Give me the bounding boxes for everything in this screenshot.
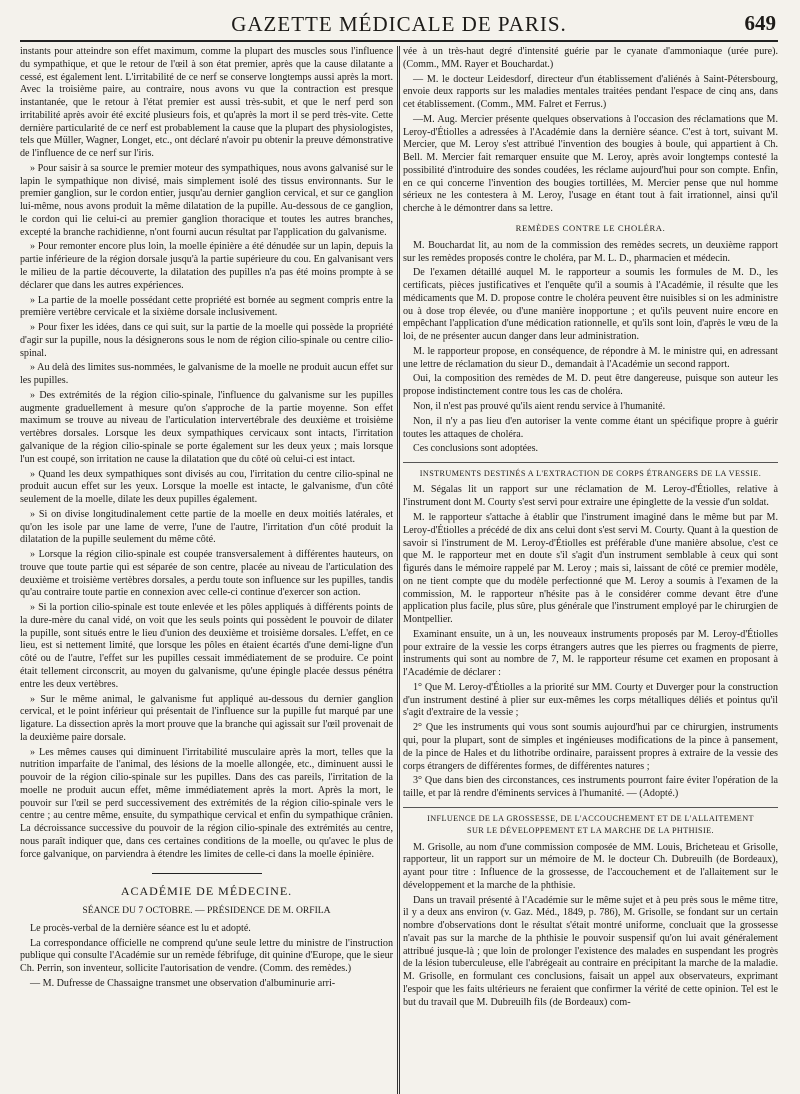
section-title-academie: ACADÉMIE DE MÉDECINE. <box>120 884 293 899</box>
paragraph: » Si la portion cilio-spinale est toute enlevée et les pôles appliqués à différents points de la dure-mère du canal vidé, on voit que les seuls points qui possèdent le pouvoir de dilater la pupille, sont situés entre le lieu d'union des deuxième et troisième dorsales. L'effet, en ce lieu, est si nettement limité, que lorsque les pôles en étaient écartés d'une demi-ligne d'un côté ou de l'autre, l'effet sur les pupilles cessait immédiatement de se produire. Ce point était tellement circonscrit, au moyen du galvanisme, qu'une épingle placée dessus pénétra entre les deux vertèbres. <box>20 602 393 690</box>
paragraph: 3° Que dans bien des circonstances, ces instruments pourront faire éviter l'opération de la taille, et par là rendre d'éminents services à l'humanité. — (Adopté.) <box>403 775 778 800</box>
paragraph: — M. Dufresse de Chassaigne transmet une observation d'albuminurie arri- <box>30 977 336 989</box>
section-divider <box>403 807 778 808</box>
paragraph: » La partie de la moelle possédant cette propriété est bornée au segment compris entre la première vertèbre cervicale et la sixième dorsale inclusivement. <box>20 294 393 319</box>
page-number: 649 <box>744 11 776 35</box>
paragraph: Dans un travail présenté à l'Académie sur le même sujet et à peu près sous le même titre, il y a deux ans environ (v. Gaz. Méd., 1849, p. 786), M. Grisolle, se fondant sur un certain nombre d'observations dont le résultat s'était montré uniforme, concluait que la grossesse n'avait pas sur la marche de la phthisie le pouvoir suspensif qu'on lui avait généralement attribué jusque-là ; que loin de prolonger l'existence des malades en suspendant les progrès de la lésion tuberculeuse, elle l'abrégeait au contraire en précipitant la marche de la maladie. M. Grisolle, en formulant ces conclusions, faisait un appel aux observateurs, exprimant l'espoir que les faits ultérieurs ne feraient que confirmer la vérité de cette opinion. Tel est le but du travail que M. Dubreuilh fils (de Bordeaux) com- <box>403 894 778 1008</box>
paragraph: » Pour saisir à sa source le premier moteur des sympathiques, nous avons galvanisé sur le lapin le sympathique non divisé, mais simplement isolé des tissus environnants. Sur le premier ganglion, sur le cordon entier, jusqu'au dernier ganglion cervical, et sur ce ganglion lui-même, nous avons produit la même dilatation de la pupille. Au-dessous de ce ganglion, le cordon qui lie celui-ci au premier ganglion thoracique et toutes les autres branches, excepté la branche rachidienne, n'ont fourni aucun résultat par l'application du galvanisme. <box>20 162 393 238</box>
paragraph: 1° Que M. Leroy-d'Étiolles a la priorité sur MM. Courty et Duverger pour la construction d'un instrument destiné à plier sur eux-mêmes les corps métalliques déliés et pointus qu'il s'agit d'extraire de la vessie ; <box>403 681 778 719</box>
seance-heading: SÉANCE DU 7 OCTOBRE. — PRÉSIDENCE DE M. ORFILA <box>82 904 331 916</box>
paragraph: M. Grisolle, au nom d'une commission composée de MM. Louis, Bricheteau et Grisolle, rapporteur, lit un rapport sur un mémoire de M. le docteur Ch. Dubreuilh (de Bordeaux), ayant pour titre : Influence de la grossesse, de l'accouchement et de l'allaitement sur le développement et la marche de la phthisie. <box>403 841 778 891</box>
column-rule <box>399 46 400 1094</box>
paragraph: Ces conclusions sont adoptées. <box>413 443 539 455</box>
paragraph: Non, il n'y a pas lieu d'en autoriser la vente comme étant un spécifique propre à guérir toutes les attaques de choléra. <box>403 415 778 440</box>
paragraph: » Quand les deux sympathiques sont divisés au cou, l'irritation du centre cilio-spinal ne produit aucun effet sur les yeux. Lorsque la moelle est intacte, le galvanisme, d'un côté seulement de la moelle, dilate les deux pupilles également. <box>20 468 393 506</box>
right-column <box>403 46 778 1094</box>
paragraph: 2° Que les instruments qui vous sont soumis aujourd'hui par ce chirurgien, instruments qui, pour la plupart, sont de simples et ingénieuses modifications de la pince à pansement, de la pince de Hales et du lithotribe ordinaire, paraissent propres à extraire de la vessie des corps étrangers de différentes formes, de différentes natures ; <box>403 722 778 772</box>
paragraph: » Sur le même animal, le galvanisme fut appliqué au-dessous du dernier ganglion cervical, et le point inférieur qui présentait de l'influence sur la pupille fut marqué par une ligature. La dissection après la mort prouve que la branche qui agissait sur l'œil provenait de la deuxième paire dorsale. <box>20 693 393 743</box>
paragraph: » Pour remonter encore plus loin, la moelle épinière a été dénudée sur un lapin, depuis la partie inférieure de la région dorsale jusqu'à la partie supérieure du cou. En galvanisant vers le milieu de la partie découverte, la dilatation des pupilles n'a pas été moins prompte à se déclarer que dans les autres expériences. <box>20 241 393 291</box>
section-divider <box>152 873 262 874</box>
paragraph: » Les mêmes causes qui diminuent l'irritabilité musculaire après la mort, telles que la nutrition imparfaite de l'animal, des lésions de la moelle allongée, etc., diminuent aussi le pouvoir de la région cilio-spinale sur les pupilles. Dans des cas pareils, l'irritation de la moelle ne produit aucun effet, même immédiatement après la mort. Après la mort, le pouvoir sur l'œil se perd successivement des extrémités de la région cilio-spinale vers le centre ; au centre même, ensuite, du sympathique cervical et enfin du sympathique crânien. La décroissance successive du pouvoir de la région cilio-spinale des extrémités au centre, nous paraît indiquer que, dans ces certaines conditions de la moelle, ou qu'avec le plus de force galvanique, on parviendra à étendre les limites de celle-ci dans la moelle épinière. <box>20 746 393 860</box>
section-divider <box>403 462 778 463</box>
column-rule <box>397 46 398 1094</box>
section-heading-instruments: INSTRUMENTS DESTINÉS A L'EXTRACTION DE CORPS ÉTRANGERS DE LA VESSIE. <box>419 469 762 479</box>
journal-title: GAZETTE MÉDICALE DE PARIS. <box>231 12 567 36</box>
section-heading-grossesse: INFLUENCE DE LA GROSSESSE, DE L'ACCOUCHEMENT ET DE L'ALLAITEMENT <box>427 813 754 823</box>
paragraph: » Si on divise longitudinalement cette partie de la moelle en deux moitiés latérales, et qu'on les isole par une lame de verre, l'une de l'autre, l'irritation d'un côté produit la dilatation de la pupille seulement du même côté. <box>20 508 393 546</box>
paragraph: Oui, la composition des remèdes de M. D. peut être dangereuse, puisque son auteur les propose indistinctement contre tous les cas de choléra. <box>403 373 778 398</box>
paragraph: Non, il n'est pas prouvé qu'ils aient rendu service à l'humanité. <box>413 401 666 412</box>
paragraph: La correspondance officielle ne comprend qu'une seule lettre du ministre de l'instruction publique qui consulte l'Académie sur un remède fébrifuge, dit quinine d'Europe, que le sieur Ch. Perrin, son inventeur, sollicite l'autorisation de vendre. (Comm. des remèdes.) <box>20 937 393 975</box>
paragraph: Examinant ensuite, un à un, les nouveaux instruments proposés par M. Leroy-d'Étiolles pour extraire de la vessie les corps étrangers autres que les pierres ou fragments de pierre, instruments qui sont au nombre de 7, M. le rapporteur résume cet examen en proposant à l'Académie de déclarer : <box>403 628 778 679</box>
paragraph: — M. le docteur Leidesdorf, directeur d'un établissement d'aliénés à Saint-Pétersbourg, envoie deux rapports sur les maladies mentales traitées pendant l'espace de cinq ans, dans cet établissement. (Comm., MM. Falret et Ferrus.) <box>403 73 778 111</box>
paragraph: M. le rapporteur s'attache à établir que l'instrument imaginé dans le même but par M. Leroy-d'Étiolles a précédé de dix ans celui dont s'est servi M. Courty. Quant à la question de savoir si l'instrument de M. Leroy-d'Étiolles est préférable d'une manière absolue, c'est ce que M. le rapporteur met en doute s'il s'agit d'un instrument semblable à ceux qui sont figurés dans le mémoire rappelé par M. Leroy ; mais si, laissant de côté ce premier modèle, on ne tient compte que du modèle perfectionné que M. Leroy a soumis à l'examen de la commission, M. le rapporteur n'hésite pas à le considérer comme devant être d'une application plus facile, plus sûre, plus générale que l'instrument employé par le chirurgien de Montpellier. <box>403 511 778 626</box>
paragraph: M. Ségalas lit un rapport sur une réclamation de M. Leroy-d'Étiolles, relative à l'instrument dont M. Courty s'est servi pour extraire une épinglette de la vessie d'un soldat. <box>403 484 778 509</box>
paragraph: vée à un très-haut degré d'intensité guérie par le cyanate d'ammoniaque (urée pure). (Comm., MM. Rayer et Bouchardat.) <box>403 46 778 70</box>
paragraph: Le procès-verbal de la dernière séance est lu et adopté. <box>30 922 251 934</box>
left-column <box>20 46 393 1094</box>
paragraph: M. le rapporteur propose, en conséquence, de répondre à M. le ministre qui, en adressant une lettre de réclamation du sieur D., demandait à l'Académie un second rapport. <box>403 345 778 370</box>
paragraph: —M. Aug. Mercier présente quelques observations à l'occasion des réclamations que M. Leroy-d'Étiolles a adressées à l'Académie dans la dernière séance. C'est à tort, suivant M. Mercier, que M. Leroy s'est attribué l'invention des bougies à boule, qui appartient à Ch. Bell. M. Mercier fait remarquer ensuite que M. Leroy, après avoir longtemps contesté la possibilité d'introduire des sondes coudées, les réclame aujourd'hui pour son compte. Enfin, en ce qui concerne l'invention des bougies tortillées, M. Mercier pense que nul homme sérieux ne les contestera à M. Leroy, l'usage en étant tout à fait irrationnel, ainsi qu'il cherche à le démontrer dans sa lettre. <box>403 113 778 215</box>
paragraph: instants pour atteindre son effet maximum, comme la plupart des muscles sous l'influence du sympathique, et que le retour de l'œil à son état premier, après que la cause dilatante a cessé, est également lent. L'irritabilité de ce nerf se conserve longtemps aussi après la mort. Avec la troisième paire, au contraire, nous avons vu que la contraction est presque instantanée, que le retour à l'état premier est aussi très-subit, et que le nerf perd son irritabilité après avoir été excité plusieurs fois, et qu'après la mort il se perd très-vite. Cette dernière particularité de ce nerf est probablement la cause que la plupart des physiologistes, tels que Müller, Wagner, Longet, etc., ont déclaré n'avoir pu obtenir la preuve démonstrative de l'influence de ce nerf sur l'iris. <box>20 46 393 160</box>
paragraph: » Au delà des limites sus-nommées, le galvanisme de la moelle ne produit aucun effet sur les pupilles. <box>20 362 393 387</box>
paragraph: M. Bouchardat lit, au nom de la commission des remèdes secrets, un deuxième rapport sur les remèdes proposés contre le choléra, par M. L. D., pharmacien et médecin. <box>403 239 778 264</box>
paragraph: De l'examen détaillé auquel M. le rapporteur a soumis les formules de M. D., les certificats, pièces justificatives et l'enquête qu'il a soumis à l'Académie, il résulte que les médicaments que M. D. propose contre le choléra peuvent être nuisibles si on les administre ou à dose trop élevée, ou d'une manière inopportune ; et qu'ils peuvent nuire encore en empêchant l'application d'une médication rationnelle, et qu'ils sont loin, d'après le vœu de la loi, de ne présenter aucun danger dans leur administration. <box>403 267 778 343</box>
section-heading-cholera: REMÈDES CONTRE LE CHOLÉRA. <box>515 222 666 233</box>
paragraph: » Des extrémités de la région cilio-spinale, l'influence du galvanisme sur les pupilles augmente graduellement à mesure qu'on s'approche de la partie moyenne. Son effet maximum se trouve au niveau de l'articulation intervertébrale des deuxième et troisième vertèbres dorsales. Lorsque les deux sympathiques cervicaux sont intacts, l'irritation galvanique de la région cilio-spinale se porte également sur les deux yeux ; mais lorsque l'un est coupé, son irritation ne cause la dilatation que du côté où celui-ci est intact. <box>20 389 393 465</box>
paragraph: » Pour fixer les idées, dans ce qui suit, sur la partie de la moelle qui possède la propriété d'agir sur la pupille, nous la désignerons sous le nom de région cilio-spinale ou centre cilio-spinal. <box>20 322 393 359</box>
paragraph: » Lorsque la région cilio-spinale est coupée transversalement à différentes hauteurs, on trouve que toute partie qui est séparée de son centre, placée au niveau de l'articulation des deuxième et troisième vertèbres dorsales, a perdu toute son influence sur les pupilles, tandis qu'au contraire toute partie en connexion avec celle-ci continue d'exercer son action. <box>20 549 393 599</box>
section-heading-grossesse-sub: SUR LE DÉVELOPPEMENT ET LA MARCHE DE LA PHTHISIE. <box>467 826 714 836</box>
page-header <box>20 8 778 42</box>
article-columns <box>20 46 778 1094</box>
